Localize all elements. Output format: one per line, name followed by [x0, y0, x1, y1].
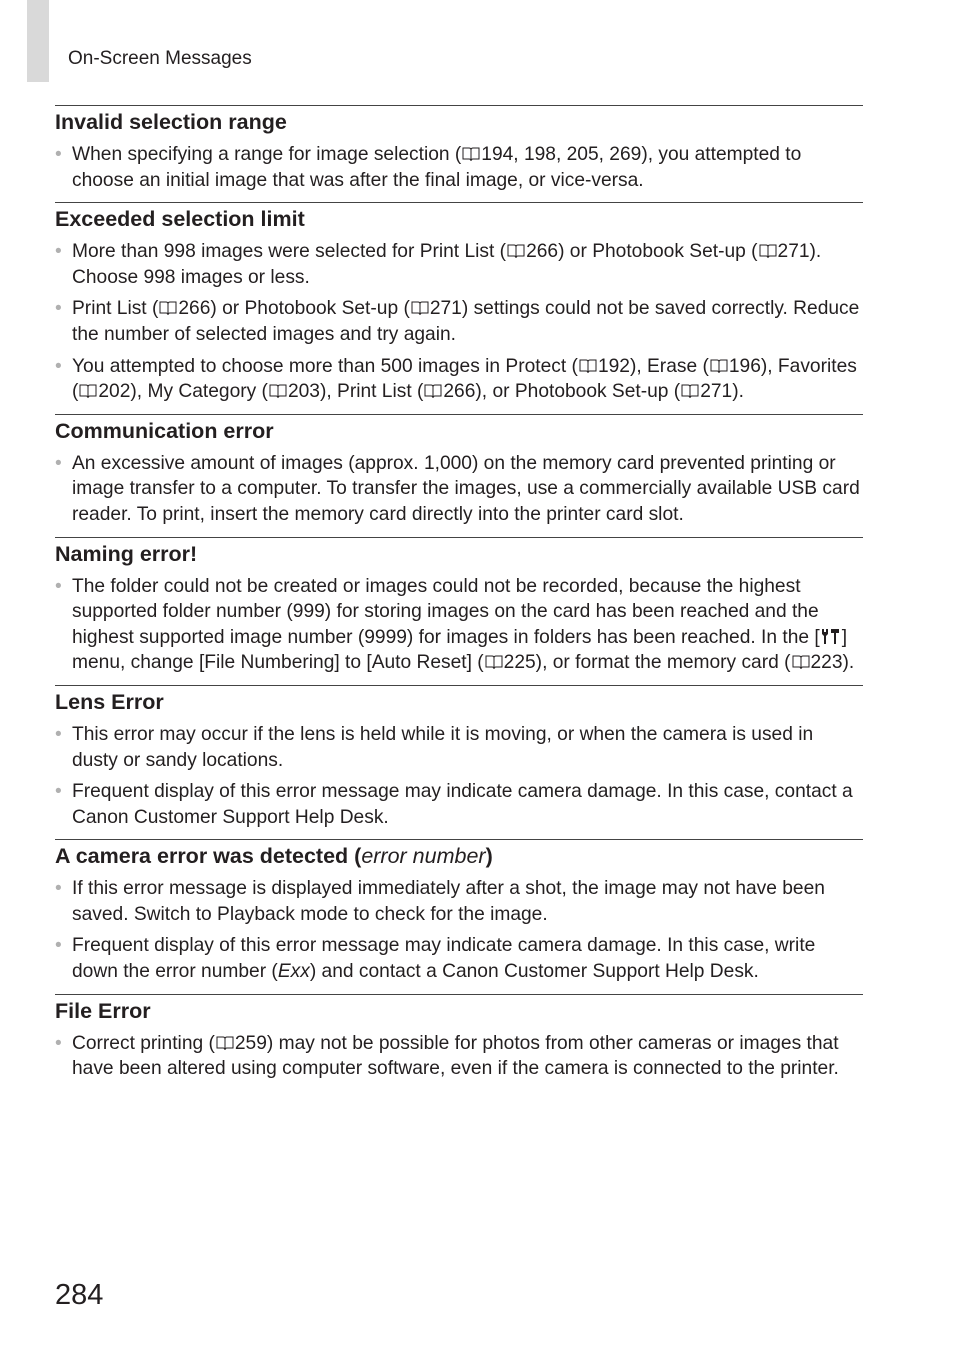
- section-title-text: Exceeded selection limit: [55, 207, 305, 232]
- item-text: 225), or format the memory card (: [503, 652, 791, 674]
- bullet-marker: •: [55, 935, 62, 957]
- item-text: 203), Print List (: [287, 381, 424, 403]
- page-number: 284: [55, 1279, 104, 1311]
- section-title-text: A camera error was detected (: [55, 844, 362, 869]
- item-text: Correct printing (: [72, 1032, 215, 1054]
- section-title: [55, 998, 863, 1025]
- section-title: [55, 843, 863, 870]
- bullet-item: [55, 933, 863, 984]
- bullet-item: [55, 142, 863, 193]
- section-title-end: ): [485, 844, 493, 869]
- bullet-item: [55, 354, 863, 405]
- error-message-list: [55, 105, 863, 1091]
- item-text: An excessive amount of images (approx. 1,000) on the memory card prevented printing or image transfer to a computer. To transfer the images, use a commercially available USB card reader. To print, insert the memory card directly into the printer card slot.: [72, 452, 860, 525]
- message-section: [55, 105, 863, 202]
- section-title-text: Lens Error: [55, 689, 164, 714]
- item-text: Frequent display of this error message may indicate camera damage. In this case, write down the error number (: [72, 935, 816, 983]
- italic-text: Exx: [277, 961, 310, 983]
- book-reference-icon: [792, 654, 810, 670]
- message-section: [55, 839, 863, 993]
- bullet-marker: •: [55, 144, 62, 165]
- bullet-item: [55, 779, 863, 830]
- item-text: If this error message is displayed immediately after a shot, the image may not have been saved. Switch to Playback mode to check for the image.: [72, 878, 825, 925]
- item-text: 196), Favorites (: [72, 355, 857, 403]
- book-reference-icon: [507, 243, 525, 259]
- section-title: [55, 418, 863, 445]
- book-reference-icon: [579, 358, 597, 374]
- book-reference-icon: [462, 146, 480, 162]
- book-reference-icon: [159, 300, 177, 316]
- book-reference-icon: [424, 383, 442, 399]
- message-section: [55, 685, 863, 839]
- book-reference-icon: [759, 243, 777, 259]
- section-title-text: Invalid selection range: [55, 110, 287, 134]
- bullet-marker: •: [55, 781, 62, 803]
- item-text: When specifying a range for image selection (: [72, 144, 462, 165]
- item-text: Frequent display of this error message may indicate camera damage. In this case, contact a Canon Customer Support Help Desk.: [72, 781, 853, 828]
- book-reference-icon: [710, 358, 728, 374]
- bullet-marker: •: [55, 241, 62, 263]
- item-text: 271) settings could not be saved correctly. Reduce the number of selected images and try again.: [72, 298, 860, 345]
- item-text: 202), My Category (: [98, 381, 268, 403]
- message-section: [55, 202, 863, 414]
- book-reference-icon: [79, 383, 97, 399]
- message-section: [55, 994, 863, 1091]
- item-text: ) and contact a Canon Customer Support Help Desk.: [309, 961, 759, 983]
- item-text: 194, 198, 205, 269), you attempted to choose an initial image that was after the final image, or vice-versa.: [72, 144, 802, 191]
- tools-menu-icon: [820, 628, 842, 645]
- bullet-item: [55, 451, 863, 528]
- item-text: 266) or Photobook Set-up (: [526, 241, 758, 263]
- bullet-item: [55, 296, 863, 347]
- bullet-marker: •: [55, 575, 62, 597]
- book-reference-icon: [485, 654, 503, 670]
- bullet-item: [55, 876, 863, 927]
- section-title: [55, 541, 863, 568]
- item-text: More than 998 images were selected for Print List (: [72, 241, 507, 263]
- bullet-marker: •: [55, 452, 62, 474]
- section-title: [55, 206, 863, 233]
- bullet-marker: •: [55, 298, 62, 320]
- bullet-item: [55, 722, 863, 773]
- section-title-text: File Error: [55, 998, 151, 1023]
- section-title: [55, 689, 863, 716]
- bullet-marker: •: [55, 355, 62, 377]
- bullet-marker: •: [55, 723, 62, 745]
- item-text: 223).: [810, 652, 855, 674]
- item-text: ] menu, change [File Numbering] to [Auto Reset] (: [72, 626, 848, 674]
- page-header-title: On-Screen Messages: [68, 48, 252, 69]
- section-title-italic: error number: [361, 844, 486, 869]
- book-reference-icon: [411, 300, 429, 316]
- item-text: You attempted to choose more than 500 images in Protect (: [72, 355, 578, 377]
- item-text: 266), or Photobook Set-up (: [443, 381, 681, 403]
- message-section: [55, 537, 863, 685]
- item-text: 266) or Photobook Set-up (: [178, 298, 410, 320]
- section-title: [55, 109, 863, 136]
- book-reference-icon: [681, 383, 699, 399]
- item-text: 271). Choose 998 images or less.: [72, 241, 822, 288]
- item-text: This error may occur if the lens is held while it is moving, or when the camera is used in dusty or sandy locations.: [72, 723, 814, 771]
- item-text: 259) may not be possible for photos from other cameras or images that have been altered using computer software, even if the camera is connected to the printer.: [72, 1032, 839, 1080]
- section-title-text: Naming error!: [55, 541, 198, 566]
- bullet-marker: •: [55, 878, 62, 900]
- bullet-item: [55, 239, 863, 290]
- side-tab-marker: [27, 0, 49, 82]
- book-reference-icon: [269, 383, 287, 399]
- message-section: [55, 414, 863, 537]
- bullet-marker: •: [55, 1032, 62, 1054]
- item-text: 192), Erase (: [597, 355, 709, 377]
- book-reference-icon: [216, 1035, 234, 1051]
- item-text: 271).: [700, 381, 744, 403]
- bullet-item: [55, 574, 863, 676]
- section-title-text: Communication error: [55, 418, 274, 443]
- item-text: The folder could not be created or images could not be recorded, because the highest supported folder number (999) for storing images on the card has been reached and the highest supported image number (9999) for images in folders has been reached. In the [: [72, 575, 820, 648]
- item-text: Print List (: [72, 298, 159, 320]
- bullet-item: [55, 1031, 863, 1082]
